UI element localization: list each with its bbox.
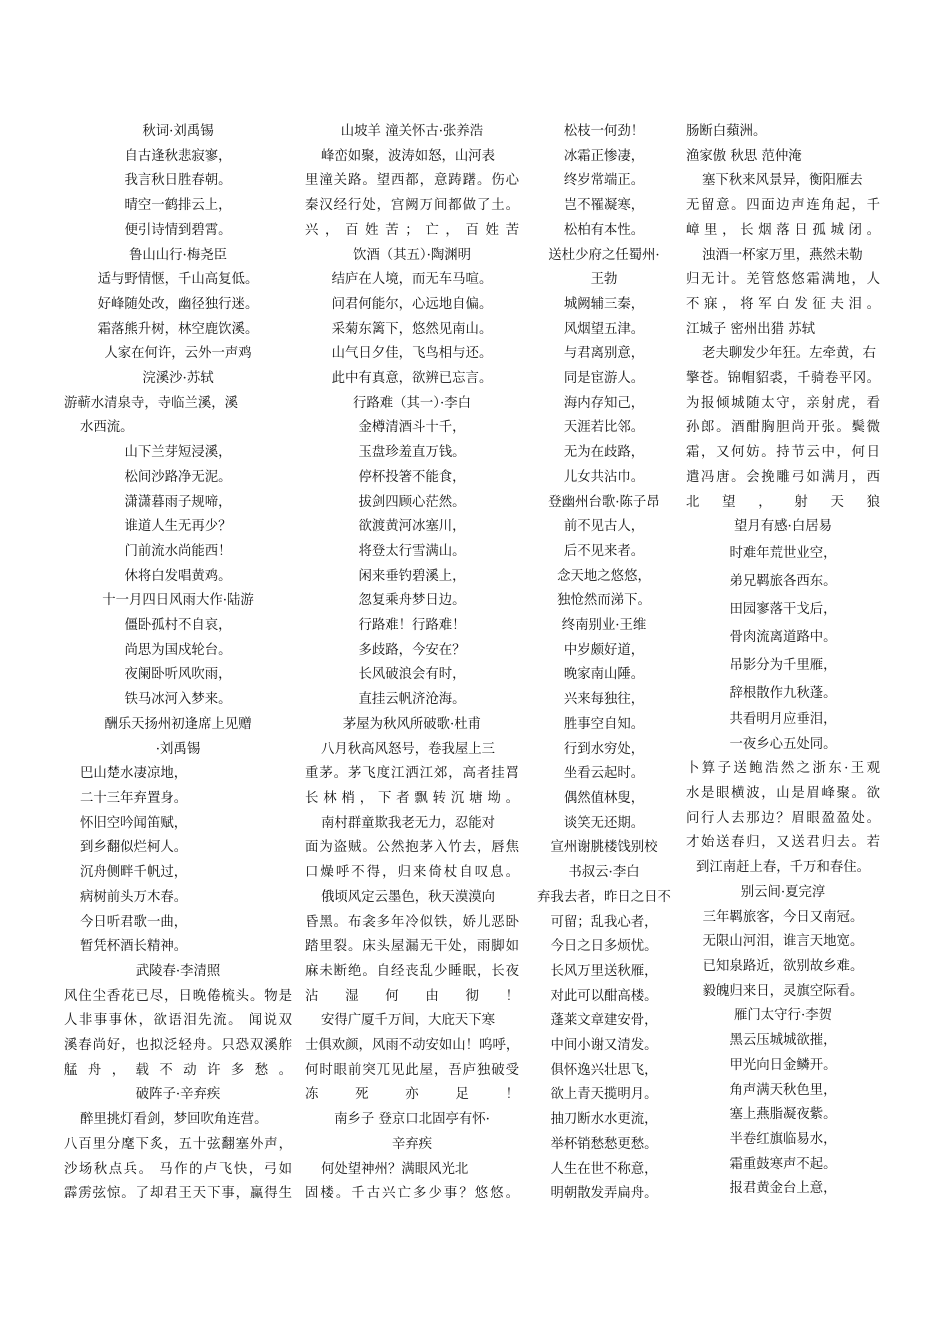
text-line: 采菊东篱下，悠然见南山。 — [331, 321, 493, 337]
text-line: 嶂里，长烟落日孤城闭。 — [686, 222, 880, 238]
text-line: 松枝一何劲！ — [563, 124, 645, 139]
text-line: ·刘禹锡 — [155, 741, 201, 757]
text-line: 谁道人生无再少？ — [124, 519, 232, 535]
text-line: 到江南赶上春，千万和春住。 — [695, 860, 871, 876]
text-line: 卜算子送鲍浩然之浙东·王观 — [686, 761, 880, 777]
text-line: 风住尘香花已尽，日晚倦梳头。物是 — [64, 988, 292, 1004]
text-line: 不寐，将军白发征夫泪。 — [686, 296, 880, 312]
text-line: 田园寥落干戈后， — [729, 601, 837, 617]
text-line: 送杜少府之任蜀州· — [548, 247, 660, 263]
text-line: 才始送春归，又送君归去。若 — [686, 835, 880, 851]
text-line: 问君何能尔，心远地自偏。 — [331, 296, 493, 312]
text-line: 十一月四日风雨大作·陆游 — [102, 593, 254, 609]
text-line: 无为在歧路， — [563, 445, 645, 461]
text-line: 雁门太守行·李贺 — [734, 1008, 832, 1024]
text-line: 半卷红旗临易水， — [729, 1131, 837, 1147]
text-line: 浊酒一杯家万里，燕然未勒 — [702, 247, 863, 263]
text-line: 口燥呼不得，归来倚杖自叹息。 — [305, 865, 519, 881]
text-line: 共看明月应垂泪， — [729, 711, 837, 727]
text-line: 昏黑。布衾多年冷似铁，娇儿恶卧 — [305, 914, 519, 930]
text-line: 长风破浪会有时， — [358, 667, 466, 683]
text-line: 武陵春·李清照 — [135, 963, 221, 979]
text-line: 擎苍。锦帽貂裘，千骑卷平冈。 — [686, 371, 880, 387]
text-line: 同是宦游人。 — [563, 371, 645, 387]
text-line: 谈笑无还期。 — [563, 815, 645, 831]
text-line: 水西流。 — [80, 420, 134, 436]
text-line: 面为盗贼。公然抱茅入竹去，唇焦 — [305, 840, 519, 856]
text-line: 长风万里送秋雁， — [550, 963, 658, 979]
text-line: 晚家南山陲。 — [563, 667, 645, 683]
text-line: 俱怀逸兴壮思飞， — [550, 1062, 658, 1078]
text-line: 三年羁旅客，今日又南冠。 — [702, 909, 864, 925]
text-line: 闲来垂钓碧溪上， — [358, 568, 466, 584]
text-line: 好峰随处改，幽径独行迷。 — [97, 296, 259, 312]
text-line: 无留意。四面边声连角起，千 — [686, 198, 880, 214]
text-line: 前不见古人， — [563, 519, 645, 535]
text-line: 书叔云·李白 — [568, 865, 640, 881]
text-line: 我言秋日胜春朝。 — [124, 173, 232, 189]
text-line: 怀旧空吟闻笛赋， — [80, 815, 188, 831]
text-line: 与君离别意， — [563, 346, 645, 362]
text-line: 茅屋为秋风所破歌·杜甫 — [342, 716, 482, 732]
text-line: 浣溪沙·苏轼 — [142, 371, 214, 387]
text-line: 俄顷风定云墨色，秋天漠漠向 — [321, 889, 496, 905]
text-line: 黑云压城城欲摧， — [729, 1033, 837, 1049]
text-line: 适与野情惬，千山高复低。 — [97, 272, 259, 288]
text-line: 何处望神州？满眼风光北 — [321, 1161, 469, 1177]
text-line: 秦汉经行处，宫阙万间都做了土。 — [305, 198, 519, 214]
text-line: 终岁常端正。 — [563, 173, 645, 189]
text-line: 暂凭杯酒长精神。 — [80, 939, 188, 955]
text-line: 举杯销愁愁更愁。 — [550, 1136, 658, 1152]
text-line: 风烟望五津。 — [563, 321, 645, 337]
text-line: 人家在何许，云外一声鸡 — [104, 346, 252, 362]
text-line: 毅魄归来日，灵旗空际看。 — [702, 983, 864, 999]
column-4 — [686, 120, 880, 1202]
text-line: 里潼关路。望西都，意踌躇。伤心 — [305, 173, 519, 189]
text-line: 破阵子·辛弃疾 — [135, 1087, 221, 1103]
text-line: 将登太行雪满山。 — [358, 543, 466, 559]
text-line: 报君黄金台上意， — [729, 1181, 837, 1197]
text-line: 骨肉流离道路中。 — [729, 629, 837, 645]
text-line: 八月秋高风怒号，卷我屋上三 — [321, 741, 496, 757]
text-line: 岂不罹凝寒， — [563, 198, 645, 214]
text-line: 辞根散作九秋蓬。 — [729, 685, 837, 701]
text-line: 艋舟，载不动许多愁。 — [64, 1062, 292, 1078]
text-line: 弃我去者，昨日之日不 — [537, 889, 671, 905]
text-line: 北望，射天狼 — [686, 494, 880, 510]
text-line: 松间沙路净无泥。 — [124, 469, 232, 485]
text-line: 海内存知己， — [563, 395, 645, 411]
text-line: 此中有真意，欲辨已忘言。 — [331, 371, 493, 387]
text-line: 松柏有本性。 — [563, 222, 645, 238]
text-line: 溪春尚好，也拟泛轻舟。只恐双溪舴 — [64, 1038, 292, 1054]
text-line: 中岁颇好道， — [563, 642, 645, 658]
text-line: 何时眼前突兀见此屋，吾庐独破受 — [305, 1062, 519, 1078]
text-line: 渔家傲 秋思 范仲淹 — [686, 148, 802, 164]
text-line: 对此可以酣高楼。 — [550, 988, 658, 1004]
text-line: 人非事事休，欲语泪先流。 闻说双 — [64, 1013, 292, 1029]
text-line: 南乡子 登京口北固亭有怀· — [334, 1112, 490, 1128]
text-line: 登幽州台歌·陈子昂 — [548, 494, 660, 510]
text-line: 沙场秋点兵。 马作的卢飞快，弓如 — [64, 1161, 292, 1177]
text-line: 霜重鼓寒声不起。 — [729, 1156, 837, 1172]
text-line: 辛弃疾 — [391, 1136, 433, 1152]
text-line: 结庐在人境，而无车马喧。 — [331, 272, 493, 288]
text-line: 二十三年弃置身。 — [80, 790, 188, 806]
text-line: 潇潇暮雨子规啼， — [124, 494, 232, 510]
text-line: 中间小谢又清发。 — [550, 1038, 658, 1054]
text-line: 酬乐天扬州初逢席上见赠 — [104, 716, 252, 732]
text-line: 兴，百姓苦；亡，百姓苦 — [305, 222, 519, 238]
text-line: 时难年荒世业空， — [729, 545, 837, 561]
text-line: 门前流水尚能西！ — [124, 543, 232, 559]
text-line: 塞上燕脂凝夜紫。 — [729, 1107, 837, 1123]
text-line: 无限山河泪，谁言天地宽。 — [702, 934, 864, 950]
text-line: 蓬莱文章建安骨， — [550, 1013, 658, 1029]
text-line: 江城子 密州出猎 苏轼 — [686, 321, 816, 337]
text-line: 抽刀断水水更流， — [550, 1112, 658, 1128]
text-line: 兴来每独往， — [563, 692, 645, 708]
text-line: 踏里裂。床头屋漏无干处，雨脚如 — [305, 939, 519, 955]
text-line: 晴空一鹤排云上， — [124, 198, 232, 214]
text-line: 遣冯唐。会挽雕弓如满月，西 — [686, 469, 880, 485]
text-line: 峰峦如聚，波涛如怒，山河表 — [321, 148, 496, 164]
text-line: 长林梢，下者飘转沉塘坳。 — [305, 790, 519, 806]
text-line: 鲁山山行·梅尧臣 — [129, 247, 227, 263]
text-line: 安得广厦千万间，大庇天下寒 — [321, 1013, 496, 1029]
text-line: 独怆然而涕下。 — [557, 593, 651, 609]
text-line: 南村群童欺我老无力，忍能对 — [321, 815, 496, 831]
text-line: 终南别业·王维 — [561, 618, 647, 634]
text-line: 自古逢秋悲寂寥， — [124, 148, 232, 164]
text-line: 金樽清酒斗十千， — [358, 420, 466, 436]
text-line: 望月有感·白居易 — [734, 519, 832, 535]
text-line: 行路难！行路难！ — [358, 618, 466, 634]
text-line: 霹雳弦惊。了却君王天下事，赢得生 — [64, 1186, 292, 1202]
text-line: 直挂云帆济沧海。 — [358, 692, 466, 708]
text-line: 沉舟侧畔千帆过， — [80, 865, 188, 881]
text-line: 僵卧孤村不自哀， — [124, 618, 232, 634]
text-line: 固楼。千古兴亡多少事？悠悠。 — [305, 1186, 519, 1202]
column-3 — [530, 120, 678, 1207]
text-line: 吊影分为千里雁， — [729, 657, 837, 673]
text-line: 胜事空自知。 — [563, 716, 645, 732]
text-line: 已知泉路近，欲别故乡难。 — [702, 958, 864, 974]
text-line: 欲渡黄河冰塞川， — [358, 519, 466, 535]
text-line: 士俱欢颜，风雨不动安如山！呜呼， — [305, 1038, 519, 1054]
text-line: 便引诗情到碧霄。 — [124, 222, 232, 238]
text-line: 后不见来者。 — [563, 543, 645, 559]
text-line: 归无计。羌管悠悠霜满地，人 — [686, 272, 880, 288]
text-line: 沾湿何由彻！ — [305, 988, 519, 1004]
text-line: 弟兄羁旅各西东。 — [729, 573, 837, 589]
text-line: 可留；乱我心者， — [550, 914, 658, 930]
text-line: 坐看云起时。 — [563, 766, 645, 782]
text-line: 人生在世不称意， — [550, 1161, 658, 1177]
text-line: 巴山楚水凄凉地， — [80, 766, 188, 782]
text-line: 偶然值林叟， — [563, 790, 645, 806]
text-line: 行到水穷处， — [563, 741, 645, 757]
text-line: 王勃 — [590, 272, 618, 288]
text-line: 老夫聊发少年狂。左牵黄，右 — [702, 346, 877, 362]
text-line: 山下兰芽短浸溪， — [124, 445, 232, 461]
text-line: 霜落熊升树，林空鹿饮溪。 — [97, 321, 259, 337]
text-line: 冻死亦足！ — [305, 1087, 519, 1103]
text-line: 冰霜正惨凄， — [563, 148, 645, 164]
text-line: 到乡翻似烂柯人。 — [80, 840, 188, 856]
text-line: 游蕲水清泉寺，寺临兰溪，溪 — [64, 395, 239, 411]
text-line: 肠断白蘋洲。 — [686, 124, 767, 139]
text-line: 拔剑四顾心茫然。 — [358, 494, 466, 510]
text-line: 甲光向日金鳞开。 — [729, 1057, 837, 1073]
text-line: 问行人去那边？眉眼盈盈处。 — [686, 810, 880, 826]
text-line: 霜，又何妨。持节云中，何日 — [686, 445, 880, 461]
text-line: 为报倾城随太守，亲射虎，看 — [686, 395, 880, 411]
text-line: 城阙辅三秦， — [563, 296, 645, 312]
text-line: 欲上青天揽明月。 — [550, 1087, 658, 1103]
text-line: 儿女共沾巾。 — [563, 469, 645, 485]
text-line: 多歧路，今安在？ — [358, 642, 466, 658]
text-line: 重茅。茅飞度江洒江郊，高者挂罥 — [305, 766, 519, 782]
text-line: 忽复乘舟梦日边。 — [358, 593, 466, 609]
column-2 — [305, 120, 519, 1207]
text-line: 停杯投箸不能食， — [358, 469, 466, 485]
text-line: 念天地之悠悠， — [557, 568, 651, 584]
column-1 — [64, 120, 292, 1207]
text-line: 夜阑卧听风吹雨， — [124, 667, 232, 683]
text-line: 秋词·刘禹锡 — [142, 124, 214, 139]
text-line: 今日之日多烦忧。 — [550, 939, 658, 955]
text-line: 休将白发唱黄鸡。 — [124, 568, 232, 584]
text-line: 山坡羊 潼关怀古·张养浩 — [340, 124, 484, 139]
text-line: 宣州谢朓楼饯别校 — [550, 840, 658, 856]
text-line: 天涯若比邻。 — [563, 420, 645, 436]
text-line: 麻未断绝。自经丧乱少睡眠，长夜 — [305, 963, 519, 979]
text-line: 一夜乡心五处同。 — [729, 736, 837, 752]
text-line: 醉里挑灯看剑，梦回吹角连营。 — [80, 1112, 268, 1128]
text-line: 铁马冰河入梦来。 — [124, 692, 232, 708]
text-line: 今日听君歌一曲， — [80, 914, 188, 930]
text-line: 水是眼横波，山是眉峰聚。欲 — [686, 786, 880, 802]
text-line: 别云间·夏完淳 — [740, 884, 826, 900]
text-line: 孙郎。酒酣胸胆尚开张。鬓微 — [686, 420, 880, 436]
text-line: 明朝散发弄扁舟。 — [550, 1186, 658, 1202]
text-line: 病树前头万木春。 — [80, 889, 188, 905]
text-line: 行路难（其一）·李白 — [352, 395, 472, 411]
text-line: 山气日夕佳，飞鸟相与还。 — [331, 346, 493, 362]
text-line: 塞下秋来风景异，衡阳雁去 — [702, 173, 863, 189]
text-line: 八百里分麾下炙，五十弦翻塞外声， — [64, 1136, 292, 1152]
text-line: 角声满天秋色里， — [729, 1082, 837, 1098]
text-line: 玉盘珍羞直万钱。 — [358, 445, 466, 461]
text-line: 饮酒（其五）·陶渊明 — [352, 247, 472, 263]
text-line: 尚思为国戍轮台。 — [124, 642, 232, 658]
